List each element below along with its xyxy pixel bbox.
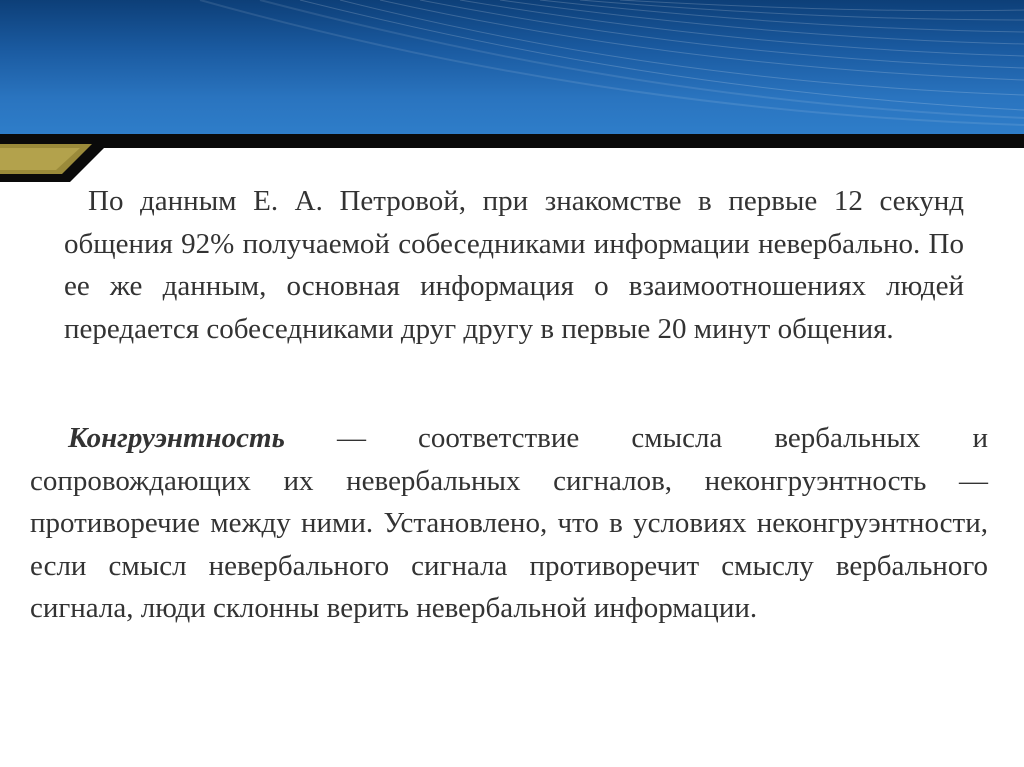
header-band <box>0 0 1024 140</box>
congruence-definition: — соответствие смысла вербальных и сопровождающих их невербальных сигналов, неконгруэнтность — противоречие между ними. Установлено, что в условиях неконгруэнтности, если смысл невербального сигнала противоречит смыслу вербального сигнала, люди склонны верить невербальной информации. <box>30 422 988 624</box>
paragraph-congruence <box>30 417 988 630</box>
paragraph-petrova-study: По данным Е. А. Петровой, при знакомстве в первые 12 секунд общения 92% получаемой собеседниками информации невербально. По ее же данным, основная информация о взаимоотношениях людей передается собеседниками друг другу в первые 20 минут общения. <box>64 185 964 345</box>
term-congruence: Конгруэнтность <box>68 422 285 454</box>
header-wave-lines <box>0 0 1024 140</box>
header-stripe <box>0 134 1024 182</box>
